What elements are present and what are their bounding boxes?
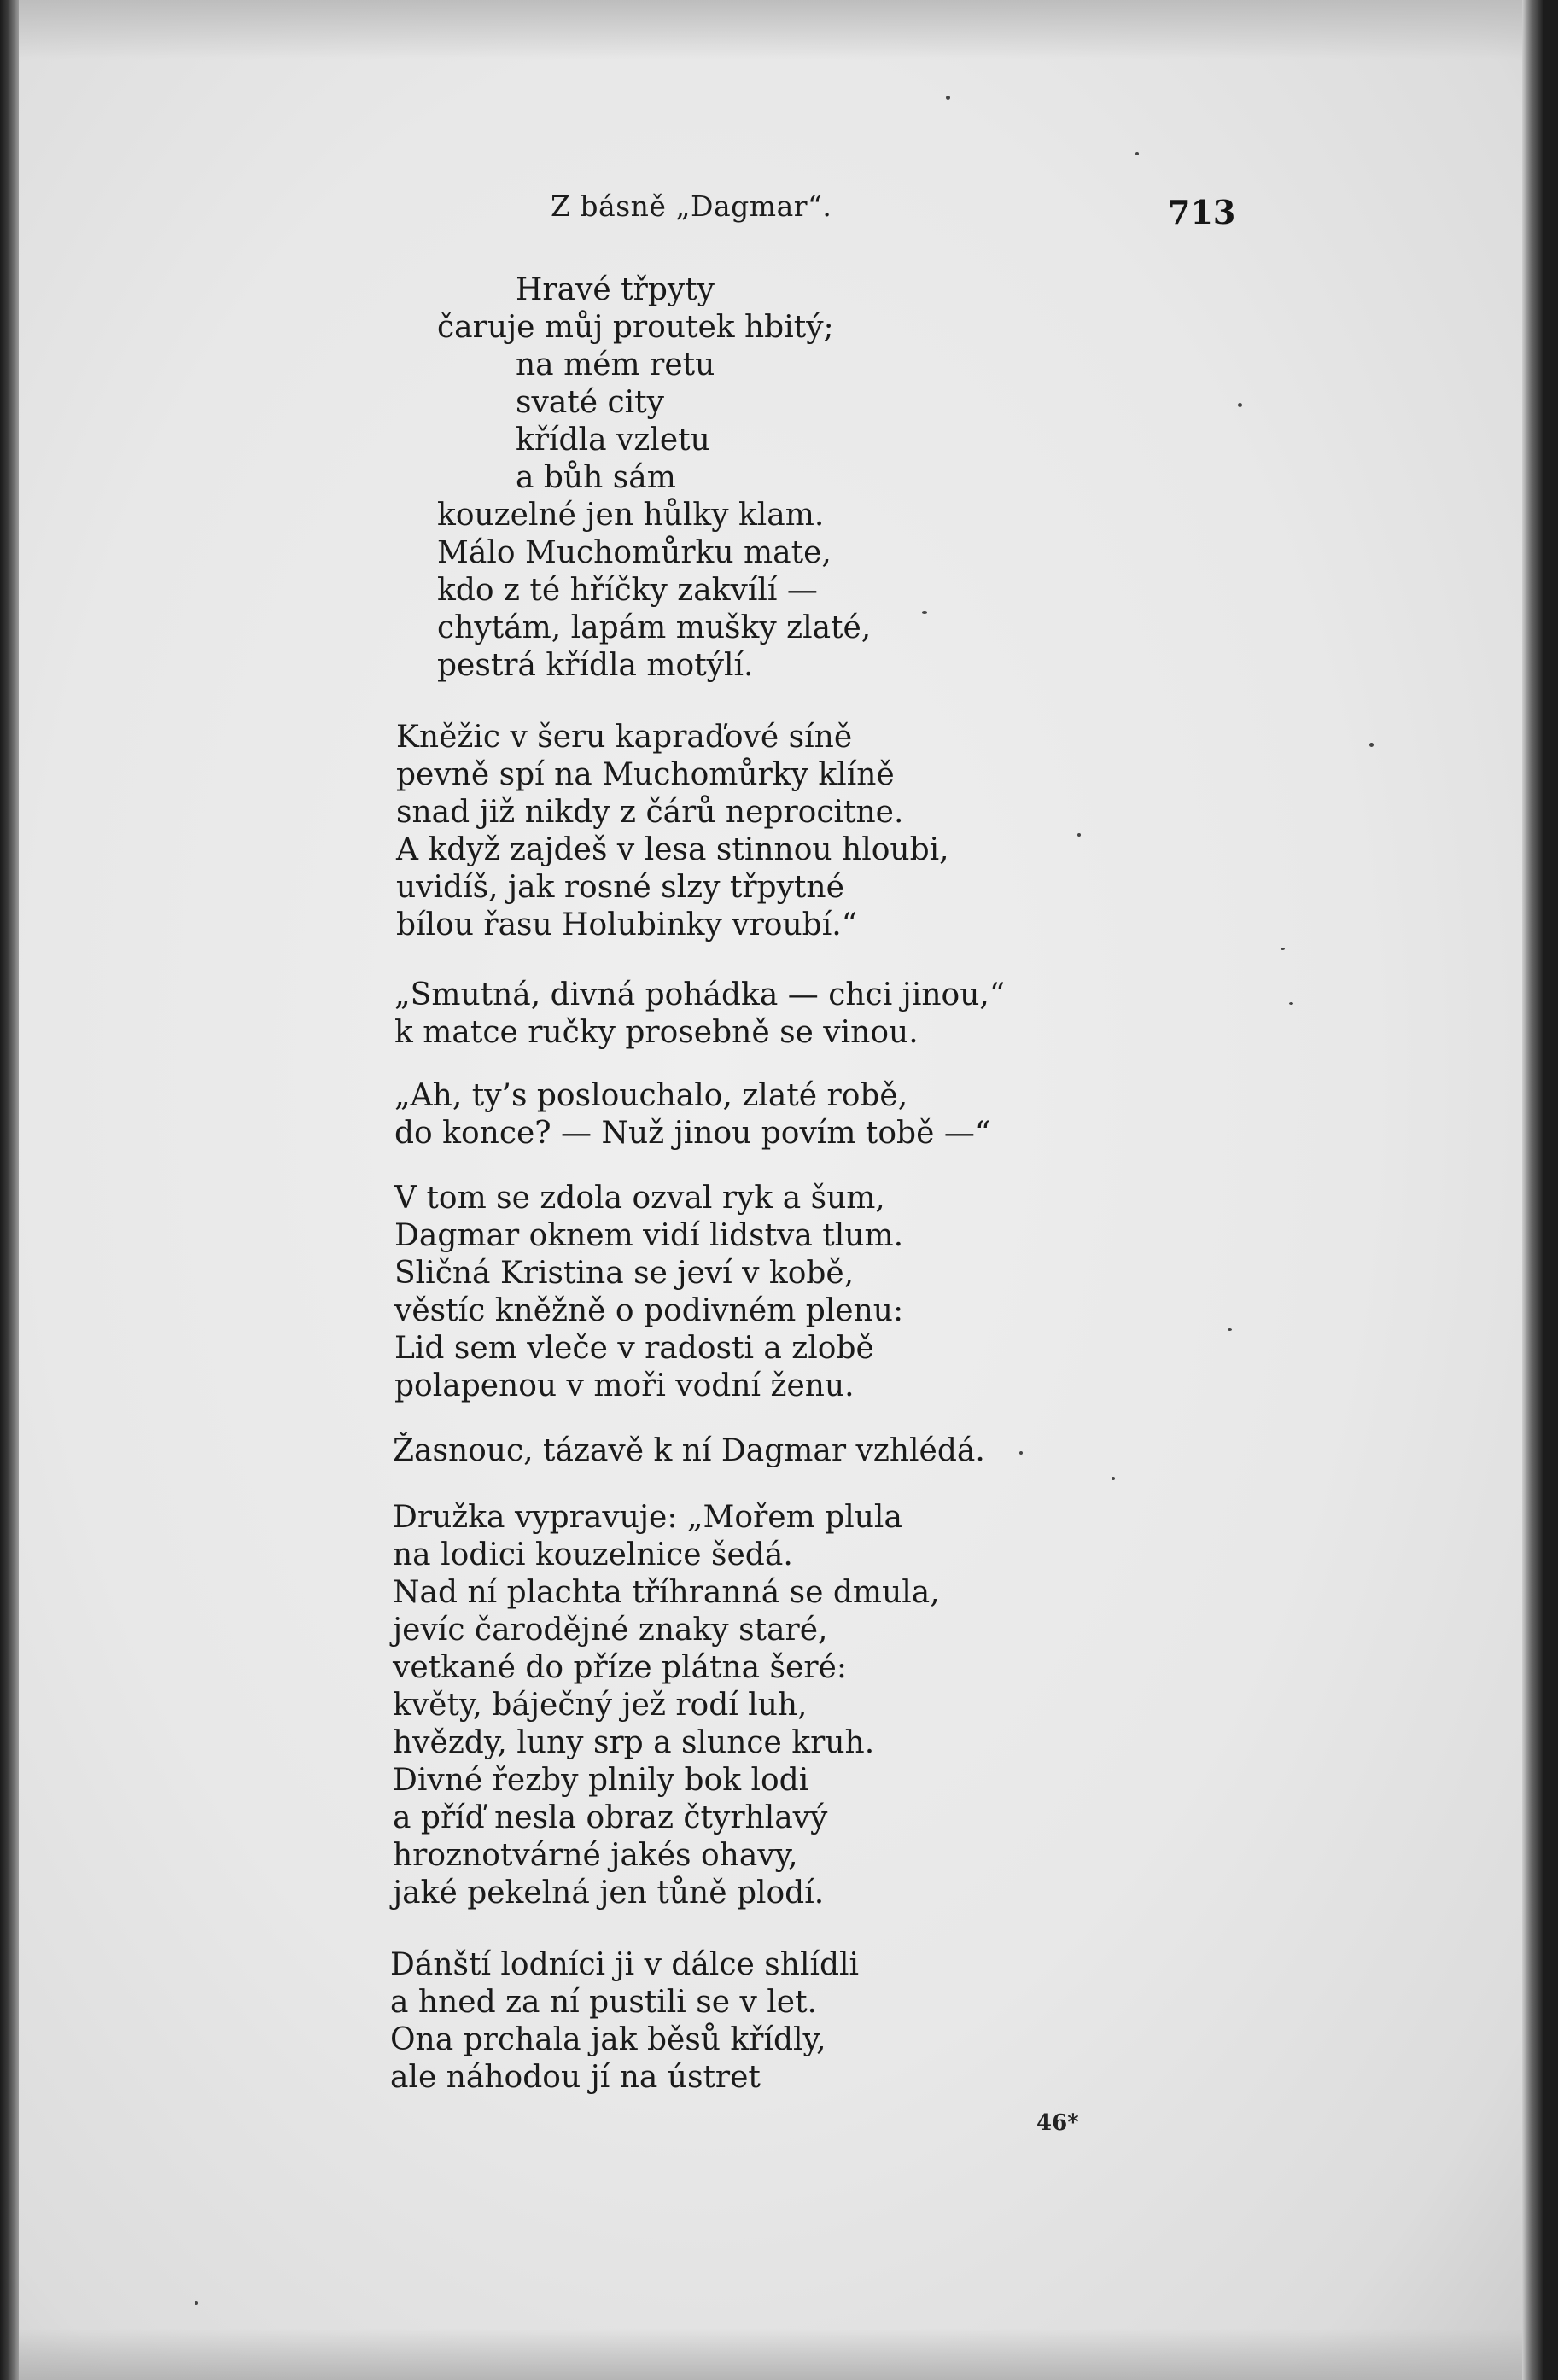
poem-line: snad již nikdy z čárů neprocitne. [396,795,904,830]
printer-signature: 46* [1036,2110,1079,2136]
poem-line: Málo Muchomůrku mate, [437,535,832,570]
scan-speck [1238,403,1242,407]
poem-line: kdo z té hříčky zakvílí — [437,573,818,608]
scan-speck [1281,948,1285,950]
scan-speck [1135,152,1139,155]
poem-line: Lid sem vleče v radosti a zlobě [394,1331,874,1366]
poem-line: „Ah, ty’s poslouchalo, zlaté robě, [394,1078,908,1113]
poem-line: a bůh sám [516,460,676,495]
poem-line: na mém retu [516,347,715,382]
page-bottom-shadow [0,2329,1558,2380]
poem-line: Dánští lodníci ji v dálce shlídli [390,1947,860,1982]
page-top-shadow [0,0,1558,60]
poem-line: pevně spí na Muchomůrky klíně [396,757,895,792]
poem-line: polapenou v moři vodní ženu. [394,1368,855,1403]
poem-line: a hned za ní pustili se v let. [390,1985,817,2020]
scan-speck [1369,743,1374,747]
poem-line: do konce? — Nuž jinou povím tobě —“ [394,1116,991,1151]
poem-line: Sličná Kristina se jeví v kobě, [394,1256,855,1291]
poem-line: hvězdy, luny srp a slunce kruh. [393,1725,875,1760]
poem-line: Žasnouc, tázavě k ní Dagmar vzhlédá. [393,1433,985,1468]
scan-speck [1289,1002,1293,1005]
poem-line: Divné řezby plnily bok lodi [393,1763,809,1798]
poem-line: Ona prchala jak běsů křídly, [390,2022,826,2057]
poem-line: vetkané do příze plátna šeré: [393,1650,847,1685]
poem-line: křídla vzletu [516,423,710,458]
binding-edge [0,0,19,2380]
poem-line: Kněžic v šeru kapraďové síně [396,720,853,755]
poem-line: A když zajdeš v lesa stinnou hloubi, [396,832,949,867]
poem-line: uvidíš, jak rosné slzy třpytné [396,870,844,905]
scan-speck [922,611,927,614]
poem-line: kouzelné jen hůlky klam. [437,498,825,533]
poem-line: svaté city [516,385,664,420]
scan-speck [1077,833,1081,837]
scan-speck [1228,1328,1232,1331]
scan-speck [1112,1477,1115,1480]
poem-line: k matce ručky prosebně se vinou. [394,1015,919,1050]
poem-line: hroznotvárné jakés ohavy, [393,1838,798,1873]
poem-line: chytám, lapám mušky zlaté, [437,610,872,645]
poem-line: V tom se zdola ozval ryk a šum, [394,1181,885,1216]
scan-speck [946,96,950,100]
poem-line: květy, báječný jež rodí luh, [393,1688,808,1723]
poem-line: Nad ní plachta tříhranná se dmula, [393,1575,940,1610]
poem-line: jevíc čarodějné znaky staré, [393,1613,828,1648]
poem-line: na lodici kouzelnice šedá. [393,1537,793,1572]
scan-speck [195,2301,198,2305]
poem-line: bílou řasu Holubinky vroubí.“ [396,907,858,942]
scan-speck [1019,1451,1023,1455]
poem-line: Hravé třpyty [516,272,715,307]
running-header: Z básně „Dagmar“. [551,190,832,223]
poem-line: čaruje můj proutek hbitý; [437,310,834,345]
page-number: 713 [1168,193,1236,231]
poem-line: pestrá křídla motýlí. [437,648,754,683]
poem-line: Dagmar oknem vidí lidstva tlum. [394,1218,904,1253]
poem-line: Družka vypravuje: „Mořem plula [393,1500,902,1535]
poem-line: „Smutná, divná pohádka — chci jinou,“ [394,977,1006,1012]
poem-line: a příď nesla obraz čtyrhlavý [393,1800,828,1835]
poem-line: jaké pekelná jen tůně plodí. [393,1875,825,1910]
poem-line: věstíc kněžně o podivném plenu: [394,1293,904,1328]
scan-edge [1522,0,1558,2380]
poem-line: ale náhodou jí na ústret [390,2060,761,2095]
